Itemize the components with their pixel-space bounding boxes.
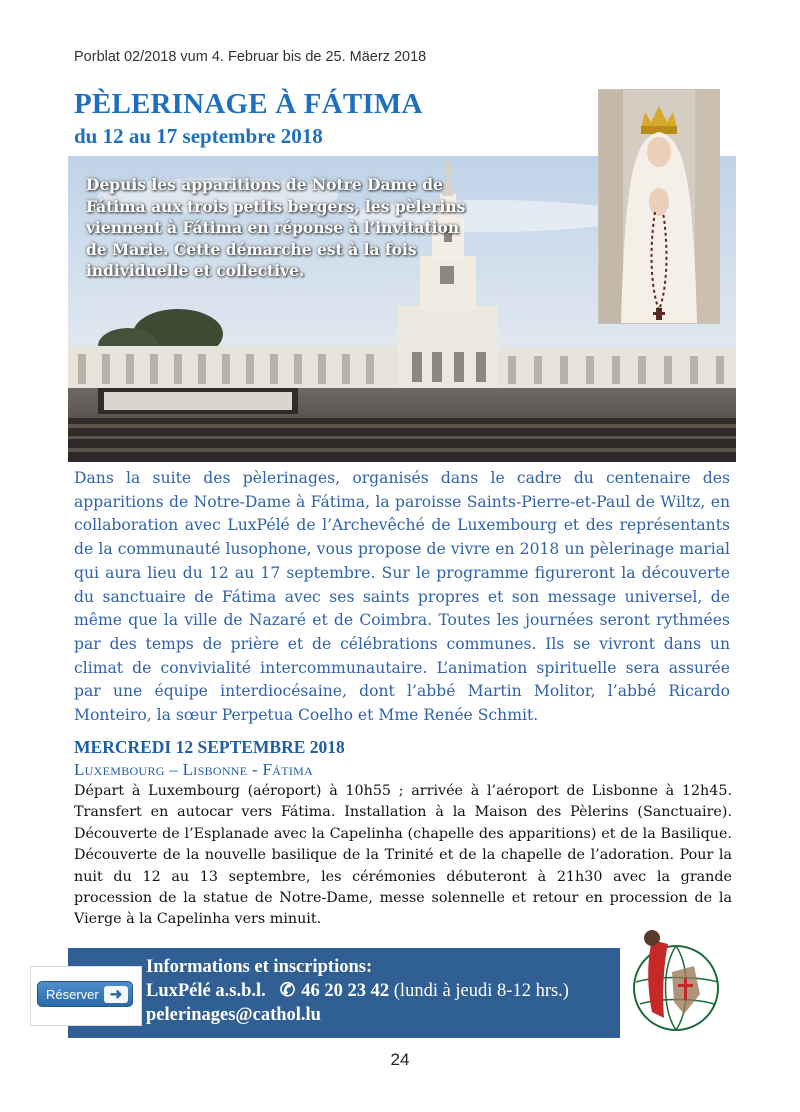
reserve-button-label: Réserver: [46, 987, 99, 1002]
day-route: Luxembourg – Lisbonne - Fátima: [74, 760, 314, 779]
day-heading: MERCREDI 12 SEPTEMBRE 2018: [74, 737, 345, 757]
info-phone[interactable]: 46 20 23 42: [301, 981, 390, 1001]
header-line: Porblat 02/2018 vum 4. Februar bis de 25. Mäerz 2018: [74, 49, 427, 65]
page-subtitle: du 12 au 17 septembre 2018: [74, 124, 323, 148]
intro-paragraph: Dans la suite des pèlerinages, organisés dans le cadre du centenaire des apparitions de Notre-Dame à Fátima, la paroisse Saints-Pierre-et-Paul de Wiltz, en collaboration avec LuxPélé de l’Archevêché de Luxembourg et des représentants de la communauté lusophone, vous propose de vivre en 2018 un pèlerinage marial qui aura lieu du 12 au 17 septembre. Sur le programme figureront la découverte du sanctuaire de Fátima avec ses saints propres et son message universel, de même que la ville de Nazaré et de Coimbra. Toutes les journées seront rythmées par des temps de prière et de célébrations communes. Ils se vivront dans un climat de convivialité intercommunautaire. L’animation spirituelle sera assurée par une équipe interdiocésaine, dont l’abbé Martin Molitor, l’abbé Ricardo Monteiro, la sœur Perpetua Coelho et Mme Renée Schmit.: [74, 469, 730, 725]
luxpele-logo: [622, 922, 722, 1038]
arrow-right-icon: ➜: [104, 986, 128, 1003]
page-title: PÈLERINAGE À FÁTIMA: [74, 88, 423, 120]
statue-photo: [598, 89, 720, 324]
page-number: 24: [390, 1050, 410, 1069]
phone-icon: ✆: [279, 981, 296, 1001]
info-contact-line: [146, 979, 569, 1003]
info-email[interactable]: pelerinages@cathol.lu: [146, 1005, 321, 1025]
photo-caption: Depuis les apparitions de Notre Dame de Fátima aux trois petits bergers, les pèlerins viennent à Fátima en réponse à l’invitation de Marie. Cette démarche est à la fois individuelle et collective.: [86, 175, 466, 280]
info-hours: (lundi à jeudi 8-12 hrs.): [393, 981, 569, 1001]
info-org: LuxPélé a.s.b.l.: [146, 981, 266, 1001]
reserve-button[interactable]: [37, 981, 133, 1007]
info-block: [146, 955, 569, 1027]
day-description: Départ à Luxembourg (aéroport) à 10h55 ; arrivée à l’aéroport de Lisbonne à 12h45. Transfert en autocar vers Fátima. Installation à la Maison des Pèlerins (Sanctuaire). Découverte de l’Esplanade avec la Capelinha (chapelle des apparitions) et de la Basilique. Découverte de la nouvelle basilique de la Trinité et de la chapelle de l’adoration. Pour la nuit du 12 au 13 septembre, les cérémonies débuteront à 21h30 avec la grande procession de la statue de Notre-Dame, messe solennelle et retour en procession de la Vierge à la Capelinha vers minuit.: [74, 783, 732, 928]
reserve-box: [30, 966, 142, 1026]
info-title: Informations et inscriptions:: [146, 957, 373, 977]
